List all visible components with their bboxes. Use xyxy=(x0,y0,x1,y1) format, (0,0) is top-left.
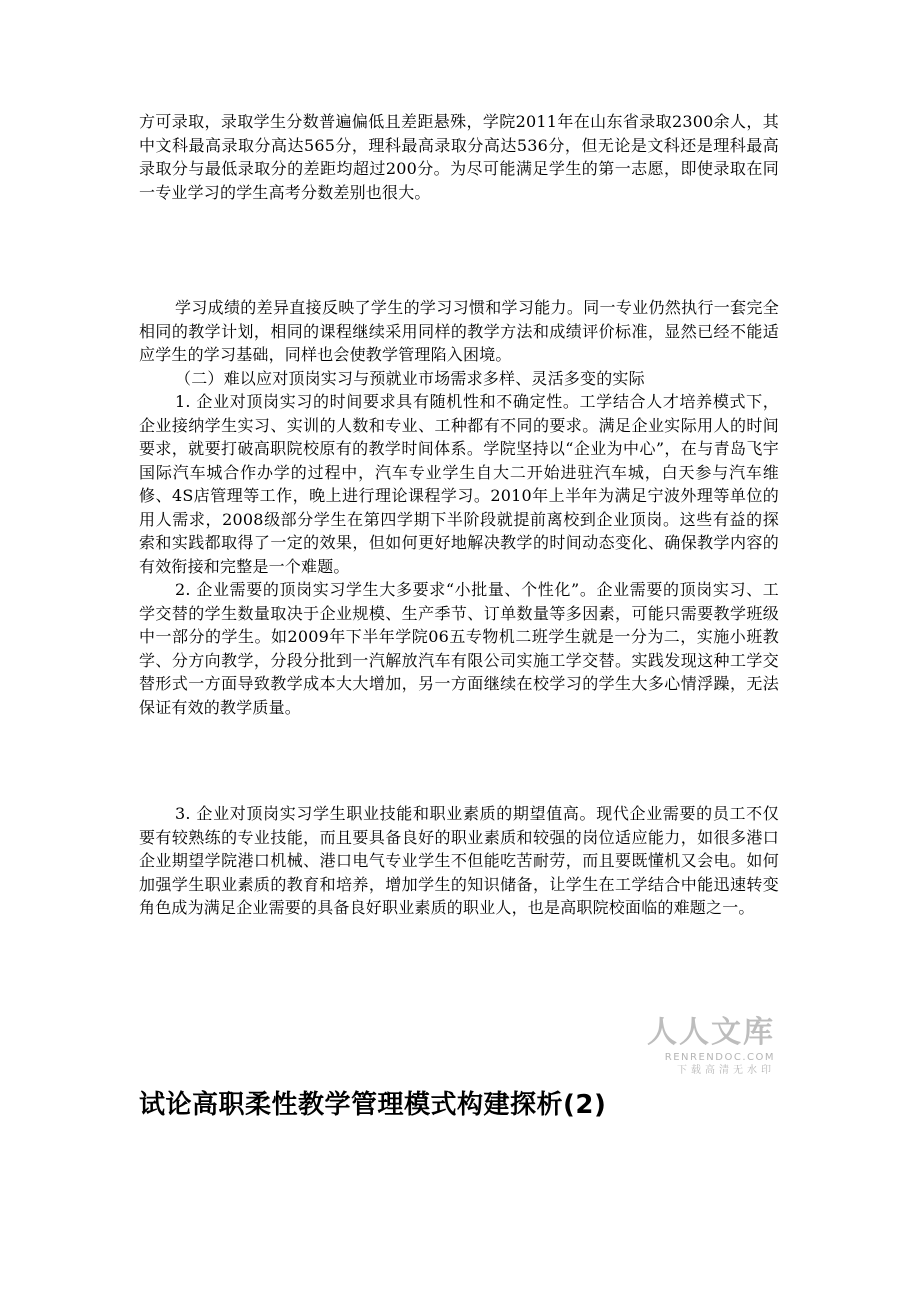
body-section-middle xyxy=(139,296,779,719)
paragraph-text: 3. 企业对顶岗实习学生职业技能和职业素质的期望值高。现代企业需要的员工不仅要有较熟练的专业技能，而且要具备良好的职业素质和较强的岗位适应能力，如很多港口企业期望学院港口机械、港口电气专业学生不但能吃苦耐劳，而且要既懂机又会电。如何加强学生职业素质的教育和培养，增加学生的知识储备，让学生在工学结合中能迅速转变角色成为满足企业需要的具备良好职业素质的职业人，也是高职院校面临的难题之一。 xyxy=(139,804,779,917)
watermark-title: 人人文库 xyxy=(647,1015,775,1050)
paragraph-point-1: 1. 企业对顶岗实习的时间要求具有随机性和不确定性。工学结合人才培养模式下，企业接纳学生实习、实训的人数和专业、工种都有不同的要求。满足企业实际用人的时间要求，就要打破高职院校原有的教学时间体系。学院坚持以“企业为中心”，在与青岛飞宇国际汽车城合作办学的过程中，汽车专业学生自大二开始进驻汽车城，白天参与汽车维修、4S店管理等工作，晚上进行理论课程学习。2010年上半年为满足宁波外理等单位的用人需求，2008级部分学生在第四学期下半阶段就提前离校到企业顶岗。这些有益的探索和实践都取得了一定的效果，但如何更好地解决教学的时间动态变化、确保教学内容的有效衔接和完整是一个难题。 xyxy=(139,392,779,576)
body-paragraph-1 xyxy=(139,110,779,204)
watermark-domain: RENRENDOC.COM xyxy=(664,1052,775,1063)
paragraph-point-2: 2. 企业需要的顶岗实习学生大多要求“小批量、个性化”。企业需要的顶岗实习、工学交替的学生数量取决于企业规模、生产季节、订单数量等多因素，可能只需要教学班级中一部分的学生。如2009年下半年学院06五专物机二班学生就是一分为二，实施小班教学、分方向教学，分段分批到一汽解放汽车有限公司实施工学交替。实践发现这种工学交替形式一方面导致教学成本大大增加，另一方面继续在校学习的学生大多心情浮躁，无法保证有效的教学质量。 xyxy=(139,580,779,717)
paragraph-text: 方可录取，录取学生分数普遍偏低且差距悬殊，学院2011年在山东省录取2300余人，其中文科最高录取分高达565分，理科最高录取分高达536分，但无论是文科还是理科最高录取分与最低录取分的差距均超过200分。为尽可能满足学生的第一志愿，即使录取在同一专业学习的学生高考分数差别也很大。 xyxy=(139,112,779,202)
watermark-logo xyxy=(640,1015,775,1077)
body-paragraph-point-3 xyxy=(139,802,779,920)
section-heading-2: （二）难以应对顶岗实习与预就业市场需求多样、灵活多变的实际 xyxy=(175,368,645,388)
paragraph-learning-differences: 学习成绩的差异直接反映了学生的学习习惯和学习能力。同一专业仍然执行一套完全相同的教学计划，相同的课程继续采用同样的教学方法和成绩评价标准，显然已经不能适应学生的学习基础，同样也会使教学管理陷入困境。 xyxy=(139,298,779,364)
document-title: 试论高职柔性教学管理模式构建探析(2) xyxy=(139,1090,607,1120)
watermark-slogan: 下载高清无水印 xyxy=(677,1065,775,1076)
